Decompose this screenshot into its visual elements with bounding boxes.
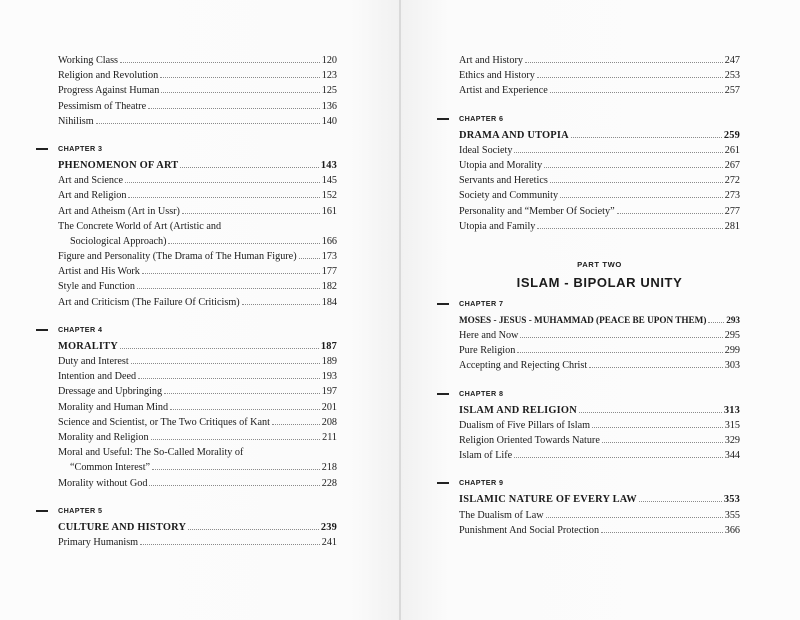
toc-entry (459, 158, 740, 173)
toc-entry (459, 328, 740, 343)
entry-title: Progress Against Human (58, 85, 160, 97)
chapter-label-text: CHAPTER 3 (58, 143, 103, 153)
dot-leader (242, 304, 320, 305)
entry-title: Dualism of Five Pillars of Islam (459, 419, 591, 431)
dot-leader (579, 412, 722, 413)
entry-title: Primary Humanism (58, 536, 139, 548)
entry-page: 140 (321, 115, 337, 127)
dot-leader (180, 167, 318, 168)
entry-title: Dressage and Upbringing (58, 386, 163, 398)
dot-leader (537, 77, 723, 78)
dot-leader (520, 337, 722, 338)
chapter-title: DRAMA AND UTOPIA (459, 129, 569, 141)
entry-page: 177 (321, 266, 337, 278)
entry-title: Ideal Society (459, 144, 513, 156)
dot-leader (149, 485, 319, 486)
dot-leader (546, 517, 723, 518)
entry-page: 145 (321, 175, 337, 187)
entry-title: Morality and Human Mind (58, 401, 169, 413)
left-page (0, 0, 399, 620)
chapter-label-text: CHAPTER 5 (58, 505, 103, 515)
dot-leader (120, 62, 320, 63)
toc-entry (58, 430, 337, 445)
chapter-label (58, 143, 337, 155)
chapter-label (459, 477, 740, 489)
chapter-heading (459, 313, 740, 328)
entry-title: Art and Atheism (Art in Ussr) (58, 205, 180, 217)
toc-entry (459, 219, 740, 234)
dot-leader (517, 352, 722, 353)
chapter-heading (58, 520, 337, 535)
chapter-title: PHENOMENON OF ART (58, 159, 179, 171)
toc-entry (459, 523, 740, 538)
dot-leader (152, 469, 320, 470)
toc-entry (58, 400, 337, 415)
toc-entry (459, 143, 740, 158)
entry-title: Ethics and History (459, 70, 535, 82)
dot-leader (188, 529, 319, 530)
entry-page: 303 (724, 360, 740, 372)
entry-page: 344 (724, 450, 740, 462)
entry-page: 125 (321, 85, 337, 97)
entry-title-line1: Moral and Useful: The So-Called Morality of (58, 447, 244, 459)
dot-leader (550, 182, 723, 183)
chapter-label (459, 298, 740, 310)
toc-entry (58, 460, 337, 475)
entry-title: Utopia and Morality (459, 159, 543, 171)
entry-title: Art and Science (58, 175, 124, 187)
toc-entry (58, 384, 337, 399)
chapter-label-text: CHAPTER 6 (459, 113, 504, 123)
entry-page: 281 (724, 220, 740, 232)
toc-entry (459, 83, 740, 98)
chapter-heading (459, 492, 740, 507)
entry-title: Art and Criticism (The Failure Of Criticism) (58, 296, 240, 308)
entry-page: 228 (321, 477, 337, 489)
entry-page: 247 (724, 55, 740, 66)
chapter-title: MOSES - JESUS - MUHAMMAD (PEACE BE UPON THEM) (459, 314, 707, 325)
entry-title: The Dualism of Law (459, 509, 544, 521)
dot-leader (550, 92, 723, 93)
entry-page: 152 (321, 190, 337, 202)
chapter-label-text: CHAPTER 8 (459, 388, 504, 398)
toc-entry (58, 53, 337, 68)
dot-leader (525, 62, 723, 63)
dot-leader (544, 167, 723, 168)
dot-leader (708, 322, 724, 323)
chapter-label-text: CHAPTER 4 (58, 324, 103, 334)
entry-title: Religion and Revolution (58, 70, 159, 82)
entry-title: Science and Scientist, or The Two Critiques of Kant (58, 416, 270, 428)
dot-leader (125, 182, 320, 183)
chapter-dash (437, 118, 449, 120)
dot-leader (514, 152, 722, 153)
toc-entry (58, 535, 337, 550)
toc-entry (58, 369, 337, 384)
chapter-heading (58, 158, 337, 173)
entry-page: 173 (321, 251, 337, 263)
dot-leader (617, 213, 723, 214)
entry-title: Figure and Personality (The Drama of The Human Figure) (58, 251, 297, 263)
entry-page: 241 (321, 536, 337, 548)
chapter-dash (437, 303, 449, 305)
dot-leader (161, 92, 319, 93)
toc-entry (58, 279, 337, 294)
entry-title: Punishment And Social Protection (459, 524, 600, 536)
toc-entry (459, 508, 740, 523)
entry-page: 272 (724, 175, 740, 187)
part-label: PART TWO (577, 259, 622, 269)
entry-title: Islam of Life (459, 450, 513, 462)
toc-entry (58, 188, 337, 203)
dot-leader (272, 424, 320, 425)
dot-leader (571, 137, 722, 138)
dot-leader (182, 213, 320, 214)
dot-leader (137, 288, 320, 289)
chapter-dash (36, 329, 48, 331)
entry-title: Art and History (459, 55, 523, 66)
dot-leader (589, 367, 723, 368)
entry-title: Art and Religion (58, 190, 127, 202)
entry-title: Duty and Interest (58, 356, 129, 367)
toc-entry (58, 354, 337, 369)
entry-page: 329 (724, 435, 740, 446)
dot-leader (151, 439, 321, 440)
entry-page: 184 (321, 296, 337, 308)
toc-entry (459, 343, 740, 358)
toc-entry (58, 234, 337, 249)
entry-page: 123 (321, 70, 337, 82)
entry-page: 166 (321, 235, 337, 247)
entry-title: Artist and His Work (58, 266, 140, 278)
chapter-heading (459, 128, 740, 143)
dot-leader (160, 77, 320, 78)
toc-entry (459, 53, 740, 68)
entry-title: Style and Function (58, 281, 135, 293)
entry-page: 355 (724, 509, 740, 521)
dot-leader (96, 123, 320, 124)
toc-entry (459, 433, 740, 448)
entry-page: 253 (724, 70, 740, 82)
chapter-page: 259 (723, 129, 740, 141)
entry-page: 315 (724, 419, 740, 431)
chapter-page: 143 (320, 159, 337, 171)
dot-leader (142, 273, 320, 274)
toc-entry (58, 99, 337, 114)
chapter-title: CULTURE AND HISTORY (58, 521, 187, 533)
chapter-heading (58, 339, 337, 354)
toc-entry (459, 448, 740, 463)
dot-leader (537, 228, 722, 229)
entry-title-line2: “Common Interest” (70, 462, 151, 474)
entry-title: Utopia and Family (459, 220, 536, 232)
toc-entry (459, 68, 740, 83)
toc-entry (58, 114, 337, 129)
entry-title: Here and Now (459, 330, 519, 342)
part-title: ISLAM - BIPOLAR UNITY (516, 274, 683, 290)
entry-page: 120 (321, 55, 337, 66)
entry-page: 211 (322, 431, 337, 443)
dot-leader (128, 197, 319, 198)
chapter-dash (437, 393, 449, 395)
toc-entry (58, 476, 337, 491)
entry-page: 218 (321, 462, 337, 474)
chapter-label (459, 113, 740, 125)
entry-page: 201 (321, 401, 337, 413)
right-page (401, 0, 800, 620)
dot-leader (170, 409, 320, 410)
entry-page: 277 (724, 205, 740, 217)
entry-title: Intention and Deed (58, 371, 137, 383)
chapter-title: ISLAMIC NATURE OF EVERY LAW (459, 494, 637, 506)
entry-page: 161 (321, 205, 337, 217)
entry-page: 189 (321, 356, 337, 367)
dot-leader (138, 378, 320, 379)
toc-entry (58, 249, 337, 264)
chapter-title: ISLAM AND RELIGION (459, 404, 577, 416)
dot-leader (164, 393, 320, 394)
dot-leader (602, 442, 723, 443)
entry-page: 299 (724, 345, 740, 357)
entry-page: 136 (321, 100, 337, 112)
chapter-dash (36, 148, 48, 150)
entry-title: Morality and Religion (58, 431, 149, 443)
entry-title: Pure Religion (459, 345, 516, 357)
entry-page: 273 (724, 190, 740, 202)
entry-page: 267 (724, 159, 740, 171)
dot-leader (592, 427, 723, 428)
chapter-page: 313 (723, 404, 740, 416)
toc-entry (58, 415, 337, 430)
entry-page: 182 (321, 281, 337, 293)
toc-entry (459, 358, 740, 373)
chapter-label-text: CHAPTER 7 (459, 298, 504, 308)
toc-entry (459, 418, 740, 433)
chapter-page: 353 (723, 494, 740, 506)
entry-title: Morality without God (58, 477, 148, 489)
entry-page: 197 (321, 386, 337, 398)
dot-leader (131, 363, 320, 364)
chapter-dash (36, 510, 48, 512)
toc-entry (58, 295, 337, 310)
dot-leader (299, 258, 320, 259)
entry-title: Artist and Experience (459, 85, 548, 97)
toc-entry (459, 204, 740, 219)
chapter-label (459, 388, 740, 400)
entry-page: 295 (724, 330, 740, 342)
entry-page: 193 (321, 371, 337, 383)
dot-leader (168, 243, 319, 244)
entry-title: Personality and “Member Of Society” (459, 205, 615, 217)
entry-page: 261 (724, 144, 740, 156)
toc-entry (58, 264, 337, 279)
entry-title-line2: Sociological Approach) (70, 235, 167, 247)
entry-title-line1: The Concrete World of Art (Artistic and (58, 220, 222, 232)
chapter-heading (459, 403, 740, 418)
dot-leader (140, 544, 320, 545)
entry-page: 257 (724, 85, 740, 97)
chapter-page: 293 (726, 314, 740, 325)
chapter-dash (437, 482, 449, 484)
dot-leader (120, 348, 319, 349)
toc-entry (58, 173, 337, 188)
toc-entry (58, 83, 337, 98)
chapter-label-text: CHAPTER 9 (459, 478, 504, 488)
entry-page: 208 (321, 416, 337, 428)
chapter-label (58, 324, 337, 336)
dot-leader (148, 108, 320, 109)
entry-page: 366 (724, 524, 740, 536)
entry-title: Servants and Heretics (459, 175, 548, 187)
entry-title: Nihilism (58, 115, 94, 127)
chapter-title: MORALITY (58, 340, 118, 352)
entry-title: Religion Oriented Towards Nature (459, 435, 600, 446)
toc-entry (459, 173, 740, 188)
chapter-page: 187 (320, 340, 337, 352)
dot-leader (639, 501, 722, 502)
dot-leader (560, 197, 723, 198)
entry-title: Society and Community (459, 190, 559, 202)
entry-title: Pessimism of Theatre (58, 100, 147, 112)
dot-leader (514, 457, 723, 458)
toc-entry (459, 188, 740, 203)
dot-leader (601, 532, 723, 533)
toc-entry (58, 204, 337, 219)
chapter-label (58, 505, 337, 517)
chapter-page: 239 (320, 521, 337, 533)
toc-entry (58, 68, 337, 83)
entry-title: Accepting and Rejecting Christ (459, 360, 588, 372)
entry-title: Working Class (58, 55, 119, 66)
